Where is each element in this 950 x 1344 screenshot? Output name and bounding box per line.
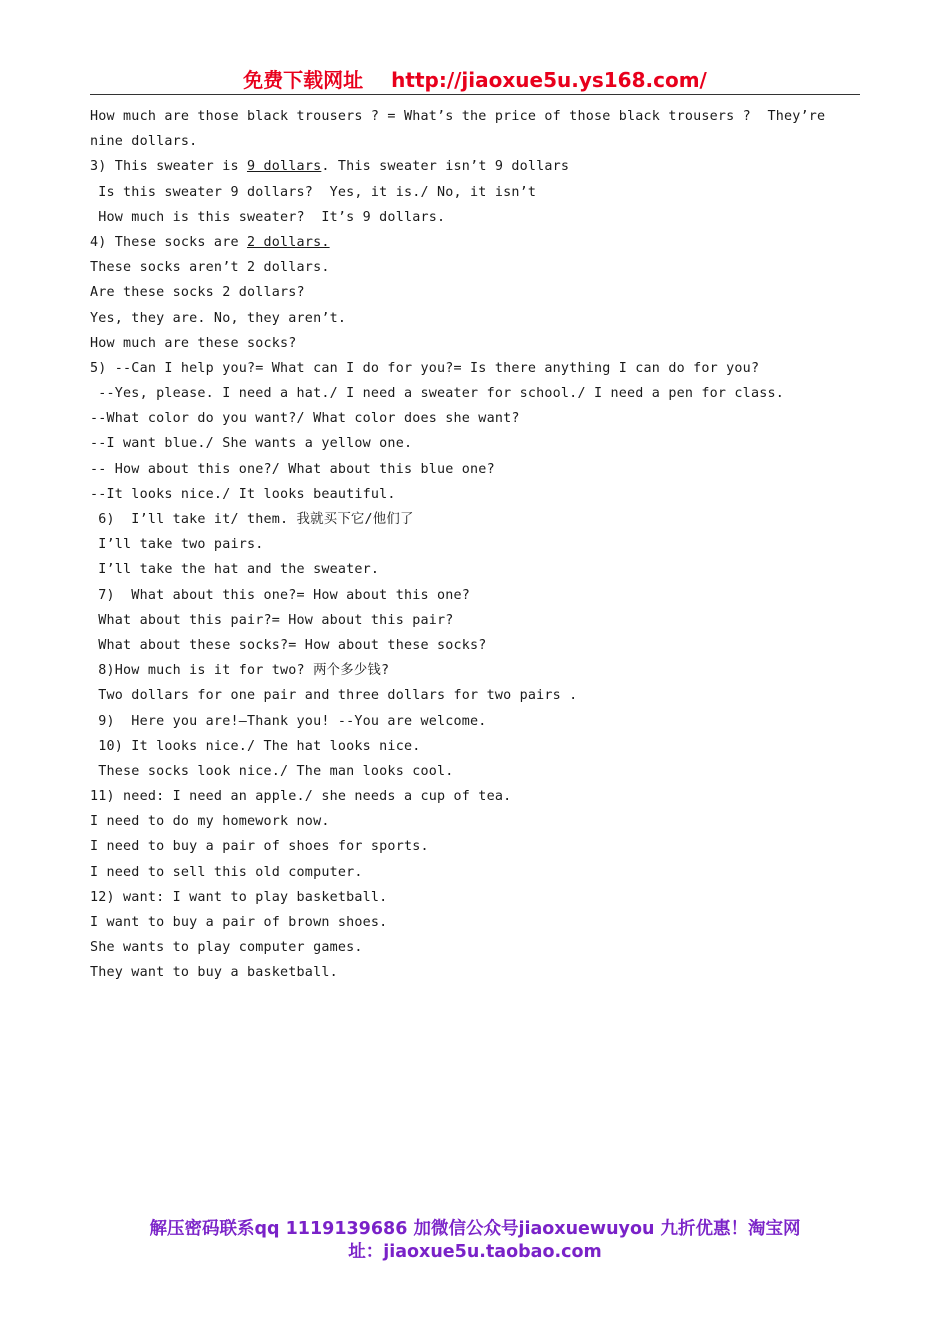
footer-contact-line: 解压密码联系qq 1119139686 加微信公众号jiaoxuewuyou 九折优惠！淘宝网 (149, 1219, 801, 1239)
site-url-link[interactable]: http://jiaoxue5u.ys168.com/ (391, 68, 707, 92)
site-label: 免费下载网址 (243, 68, 364, 92)
page-header (90, 66, 860, 95)
text-line: --It looks nice./ It looks beautiful. (90, 486, 396, 502)
text-line: Are these socks 2 dollars? (90, 285, 305, 301)
text-line: 8)How much is it for two? 两个多少钱? (90, 663, 390, 679)
text-line: I need to sell this old computer. (90, 864, 363, 880)
text-line: -- How about this one?/ What about this blue one? (90, 461, 495, 477)
text-line: 9) Here you are!—Thank you! --You are welcome. (90, 713, 487, 729)
text-line: What about these socks?= How about these socks? (90, 637, 487, 653)
text-line: 10) It looks nice./ The hat looks nice. (90, 738, 421, 754)
text-line: How much is this sweater? It’s 9 dollars. (90, 209, 446, 225)
text-line: I want to buy a pair of brown shoes. (90, 915, 388, 930)
text-line: I need to buy a pair of shoes for sports. (90, 839, 429, 855)
text-line: She wants to play computer games. (90, 940, 363, 956)
text-segment: 4) These socks are (90, 234, 247, 250)
text-line: Is this sweater 9 dollars? Yes, it is./ No, it isn’t (90, 184, 537, 200)
text-line: 11) need: I need an apple./ she needs a cup of tea. (90, 789, 512, 805)
text-line: These socks aren’t 2 dollars. (90, 260, 330, 276)
text-line (90, 154, 865, 179)
text-line: 6) I’ll take it/ them. 我就买下它/他们了 (90, 512, 414, 527)
text-line: They want to buy a basketball. (90, 965, 338, 981)
text-line: How much are these socks? (90, 335, 297, 351)
text-line: These socks look nice./ The man looks cool. (90, 763, 454, 779)
text-line: I need to do my homework now. (90, 814, 330, 830)
text-line: I’ll take the hat and the sweater. (90, 562, 380, 578)
page-footer (60, 1218, 890, 1264)
underlined-answer: 2 dollars. (246, 234, 330, 250)
text-line: --I want blue./ She wants a yellow one. (90, 436, 413, 452)
document-body (90, 104, 865, 986)
text-line: 12) want: I want to play basketball. (90, 889, 388, 905)
text-line: 7) What about this one?= How about this one? (90, 587, 471, 603)
text-line (90, 230, 865, 255)
text-line: Two dollars for one pair and three dollars for two pairs . (90, 688, 578, 704)
text-line: How much are those black trousers ? = What’s the price of those black trousers ? They’re (90, 109, 826, 124)
text-segment: . This sweater isn’t 9 dollars (321, 159, 570, 175)
text-line: --What color do you want?/ What color does she want? (90, 411, 520, 427)
text-line: nine dollars. (90, 134, 198, 150)
text-line: --Yes, please. I need a hat./ I need a sweater for school./ I need a pen for class. (90, 386, 784, 402)
text-line: I’ll take two pairs. (90, 537, 264, 553)
text-line: 5) --Can I help you?= What can I do for you?= Is there anything I can do for you? (90, 360, 760, 376)
text-line: What about this pair?= How about this pair? (90, 612, 454, 628)
text-line: Yes, they are. No, they aren’t. (90, 310, 347, 326)
footer-shop-url[interactable]: 址：jiaoxue5u.taobao.com (348, 1242, 602, 1262)
underlined-answer: 9 dollars (246, 159, 322, 175)
text-segment: 3) This sweater is (90, 159, 247, 175)
